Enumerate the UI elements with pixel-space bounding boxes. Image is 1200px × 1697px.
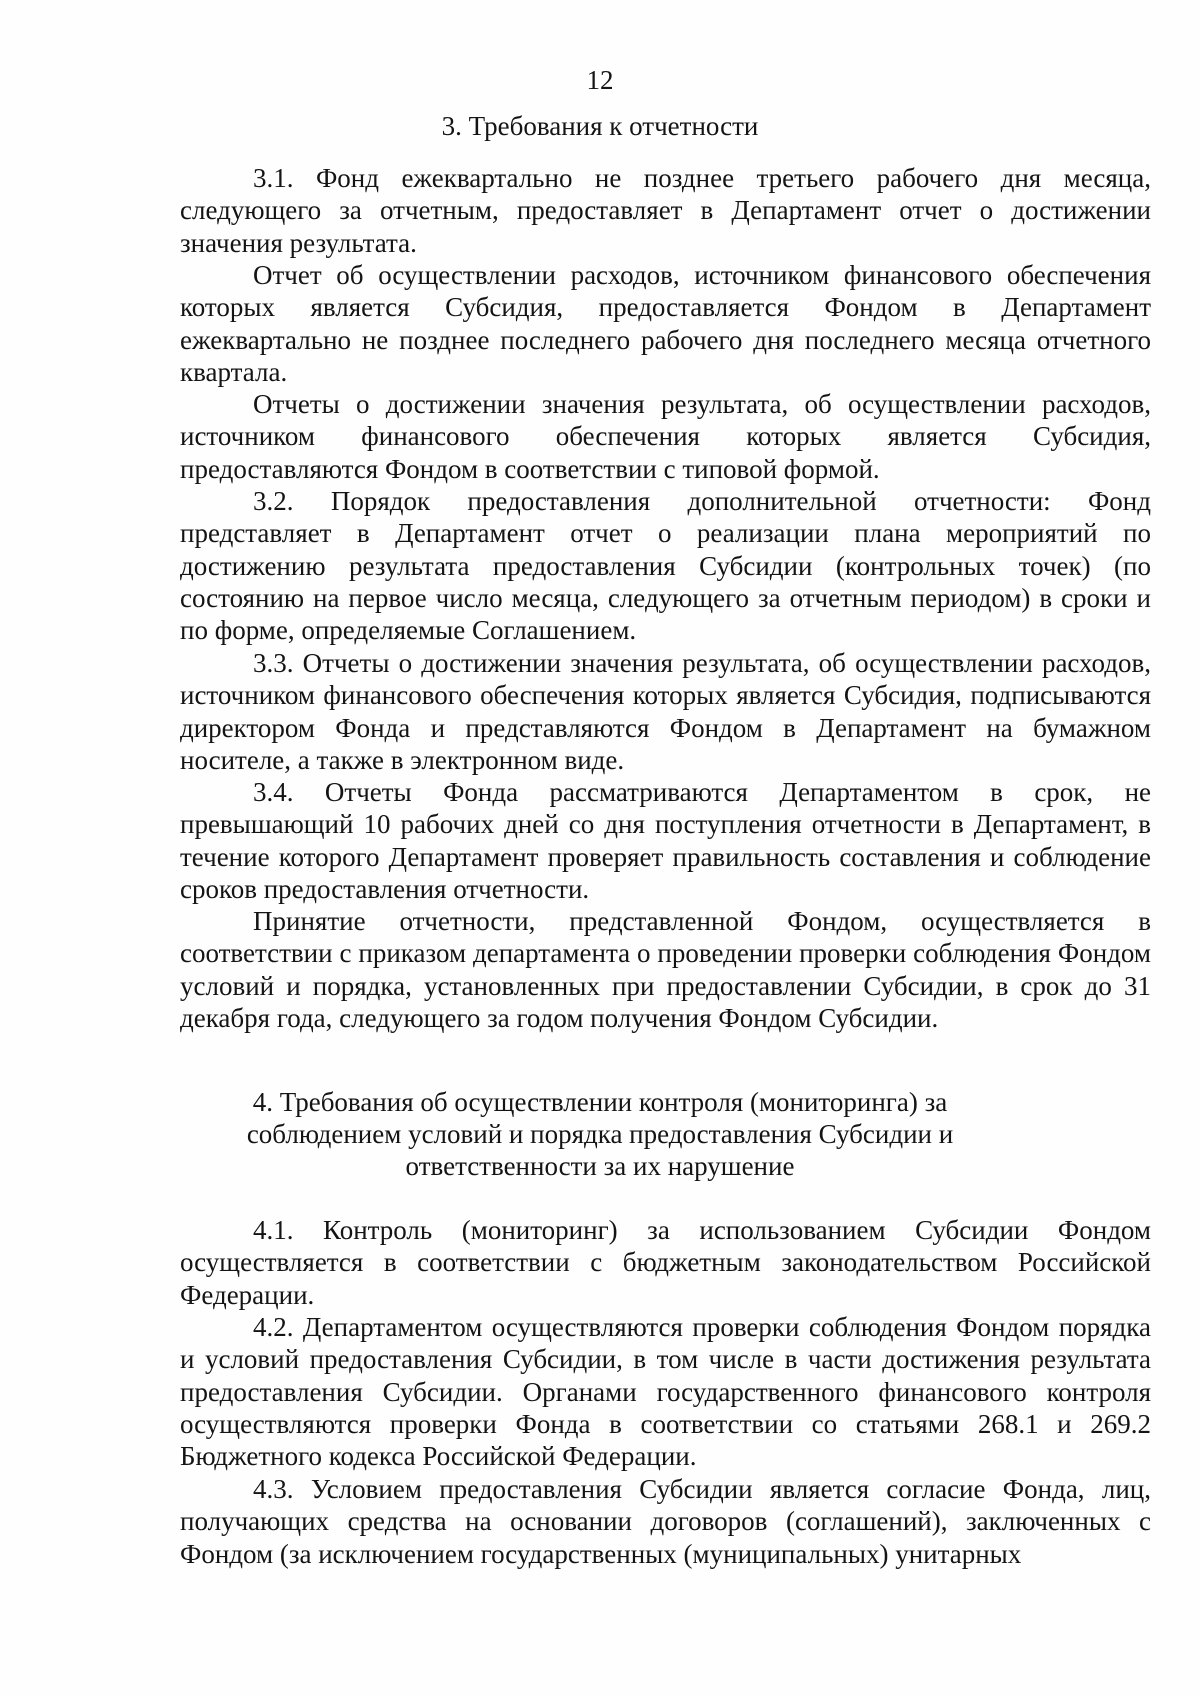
paragraph-3-4-acceptance: Принятие отчетности, представленной Фондом, осуществляется в соответствии с приказом департамента о проведении проверки соблюдения Фондом условий и порядка, установленных при предоставлении Субсидии, в срок до 31 декабря года, следующего за годом получения Фондом Субсидии. (180, 906, 1151, 1033)
paragraph-3-4: 3.4. Отчеты Фонда рассматриваются Департаментом в срок, не превышающий 10 рабочих дней со дня поступления отчетности в Департамент, в течение которого Департамент проверяет правильность составления и соблюдение сроков предоставления отчетности. (180, 777, 1151, 904)
paragraph-3-1-reports-form: Отчеты о достижении значения результата, об осуществлении расходов, источником финансового обеспечения которых является Субсидия, предоставляются Фондом в соответствии с типовой формой. (180, 389, 1151, 484)
section-3-heading: 3. Требования к отчетности (441, 111, 759, 141)
paragraph-3-2: 3.2. Порядок предоставления дополнительной отчетности: Фонд представляет в Департамент отчет о реализации плана мероприятий по достижению результата предоставления Субсидии (контрольных точек) (по состоянию на первое число месяца, следующего за отчетным периодом) в сроки и по форме, определяемые Соглашением. (180, 486, 1151, 646)
paragraph-4-2: 4.2. Департаментом осуществляются проверки соблюдения Фондом порядка и условий предоставления Субсидии, в том числе в части достижения результата предоставления Субсидии. Органами государственного финансового контроля осуществляются проверки Фонда в соответствии со статьями 268.1 и 269.2 Бюджетного кодекса Российской Федерации. (180, 1312, 1151, 1472)
paragraph-3-1-expenses-report: Отчет об осуществлении расходов, источником финансового обеспечения которых является Субсидия, предоставляется Фондом в Департамент ежеквартально не позднее последнего рабочего дня последнего месяца отчетного квартала. (180, 260, 1151, 387)
paragraph-4-1: 4.1. Контроль (мониторинг) за использованием Субсидии Фондом осуществляется в соответствии с бюджетным законодательством Российской Федерации. (180, 1215, 1151, 1310)
paragraph-3-1: 3.1. Фонд ежеквартально не позднее третьего рабочего дня месяца, следующего за отчетным, предоставляет в Департамент отчет о достижении значения результата. (180, 163, 1151, 258)
section-4-heading-line-1: 4. Требования об осуществлении контроля (мониторинга) за (252, 1087, 948, 1117)
section-4-heading-line-3: ответственности за их нарушение (405, 1151, 795, 1181)
paragraph-3-3: 3.3. Отчеты о достижении значения результата, об осуществлении расходов, источником финансового обеспечения которых является Субсидия, подписываются директором Фонда и представляются Фондом в Департамент на бумажном носителе, а также в электронном виде. (180, 648, 1151, 775)
section-4-heading-line-2: соблюдением условий и порядка предоставления Субсидии и (246, 1119, 954, 1149)
paragraph-4-3: 4.3. Условием предоставления Субсидии является согласие Фонда, лиц, получающих средства на основании договоров (соглашений), заключенных с Фондом (за исключением государственных (муниципальных) унитарных (180, 1474, 1151, 1569)
page-number: 12 (586, 65, 614, 95)
section-4-heading (0, 1086, 1200, 1182)
